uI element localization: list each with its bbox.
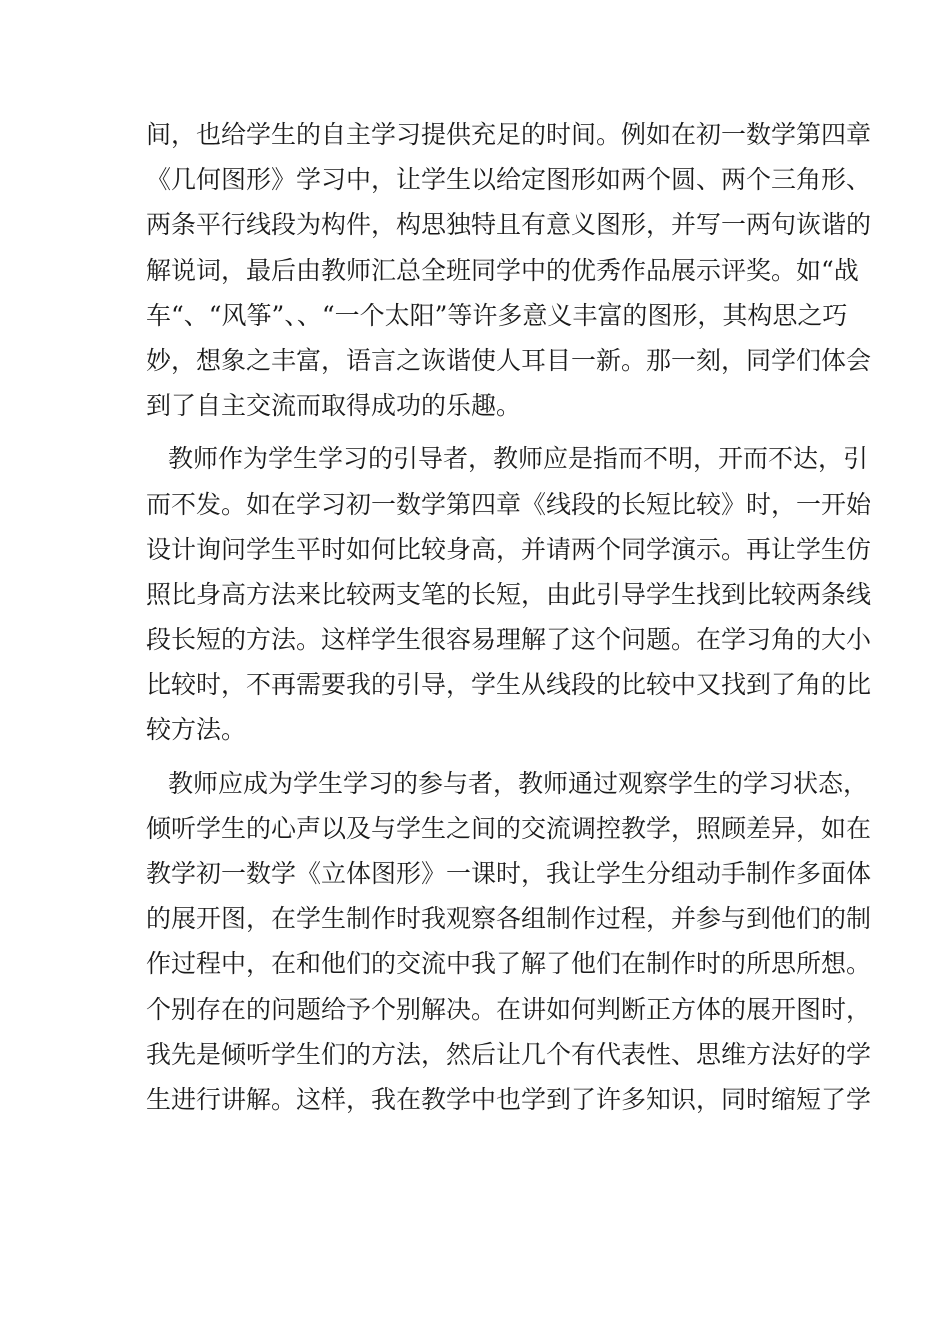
paragraph-line: 到了自主交流而取得成功的乐趣。 [146,391,522,421]
paragraph-1 [146,112,872,428]
document-body [146,112,872,1122]
paragraph-line: 我先是倾听学生们的方法，然后让几个有代表性、思维方法好的学 [146,1039,872,1069]
paragraph-line: 生进行讲解。这样，我在教学中也学到了许多知识，同时缩短了学 [146,1084,872,1114]
paragraph-2 [146,436,872,752]
paragraph-line: 倾听学生的心声以及与学生之间的交流调控教学，照顾差异，如在 [146,813,872,843]
paragraph-line: 照比身高方法来比较两支笔的长短，由此引导学生找到比较两条线 [146,579,872,609]
paragraph-spacer [146,428,796,436]
paragraph-line: 教学初一数学《立体图形》一课时，我让学生分组动手制作多面体 [146,859,872,888]
paragraph-spacer [146,753,796,761]
paragraph-line: 个别存在的问题给予个别解决。在讲如何判断正方体的展开图时， [146,994,872,1024]
paragraph-line: 较方法。 [146,715,247,745]
paragraph-line: 《几何图形》学习中，让学生以给定图形如两个圆、两个三角形、 [146,165,872,195]
paragraph-line: 比较时，不再需要我的引导，学生从线段的比较中又找到了角的比 [146,670,872,700]
paragraph-line: 解说词，最后由教师汇总全班同学中的优秀作品展示评奖。如“战 [146,255,859,285]
paragraph-line: 妙，想象之丰富，语言之诙谐使人耳目一新。那一刻，同学们体会 [146,345,872,375]
paragraph-line: 车“、“风筝”、、“一个太阳”等许多意义丰富的图形，其构思之巧 [146,300,848,330]
paragraph-line: 段长短的方法。这样学生很容易理解了这个问题。在学习角的大小 [146,625,872,655]
paragraph-line: 设计询问学生平时如何比较身高，并请两个同学演示。再让学生仿 [146,534,872,564]
paragraph-line: 教师应成为学生学习的参与者，教师通过观察学生的学习状态， [168,768,869,798]
paragraph-line: 间，也给学生的自主学习提供充足的时间。例如在初一数学第四章 [146,120,872,149]
paragraph-line: 的展开图，在学生制作时我观察各组制作过程，并参与到他们的制 [146,904,872,934]
paragraph-line: 而不发。如在学习初一数学第四章《线段的长短比较》时，一开始 [146,489,872,519]
paragraph-3 [146,761,872,1123]
paragraph-line: 两条平行线段为构件，构思独特且有意义图形，并写一两句诙谐的 [146,210,872,240]
paragraph-line: 作过程中，在和他们的交流中我了解了他们在制作时的所思所想。 [146,949,872,979]
paragraph-line: 教师作为学生学习的引导者，教师应是指而不明，开而不达，引 [168,444,869,474]
